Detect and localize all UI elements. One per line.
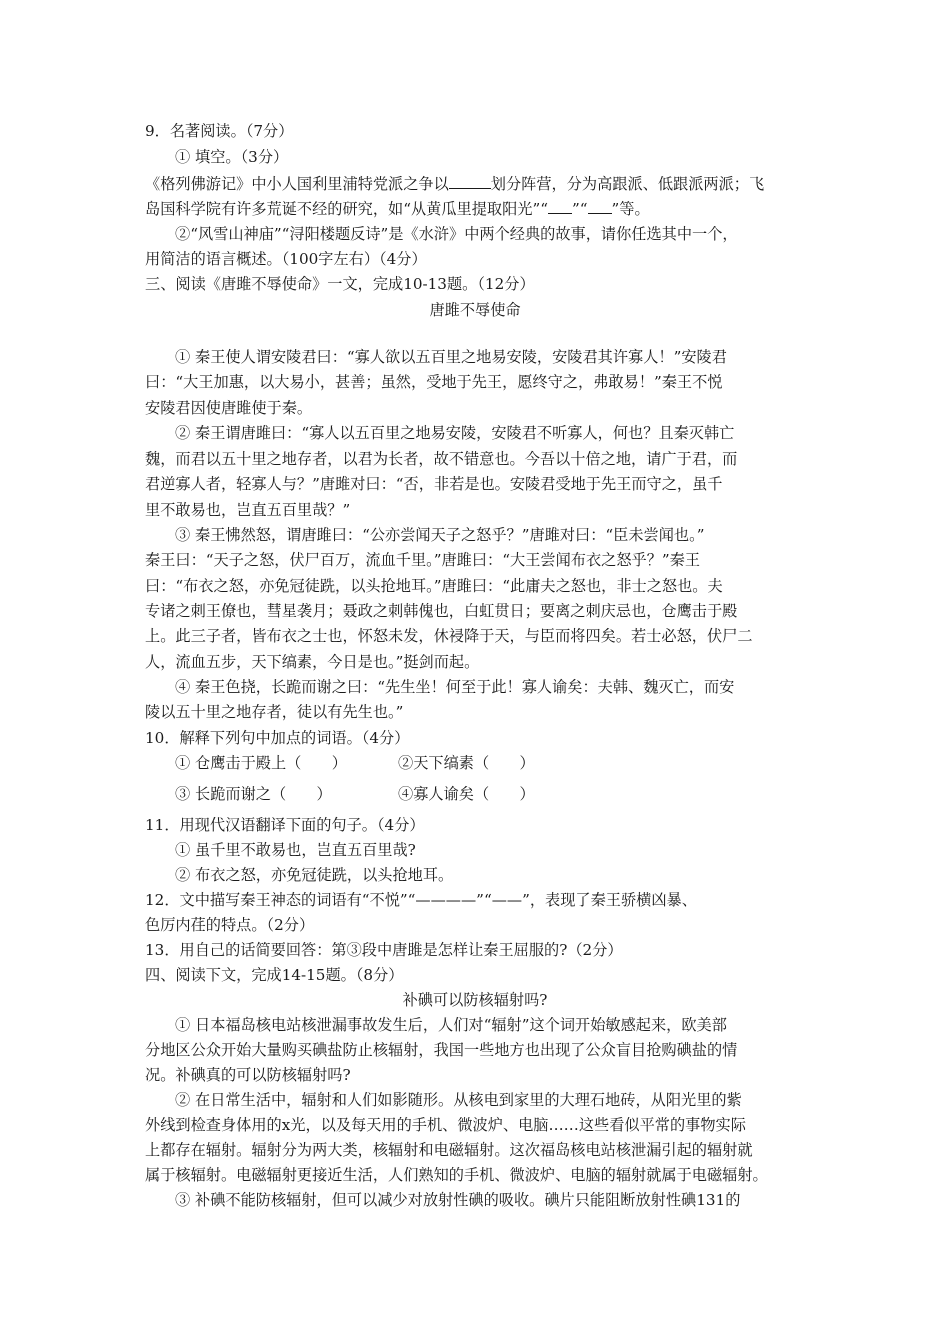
q10-item: ②天下缟素（ ） — [398, 754, 535, 772]
passage-line: 专诸之刺王僚也，彗星袭月；聂政之刺韩傀也，白虹贯日；要离之刺庆忌也，仓鹰击于殿 — [145, 602, 738, 620]
passage-line: 分地区公众开始大量购买碘盐防止核辐射，我国一些地方也出现了公众盲目抢购碘盐的情 — [145, 1041, 738, 1059]
passage-line: 里不敢易也，岂直五百里哉？” — [145, 501, 351, 519]
passage-line: 君逆寡人者，轻寡人与？”唐雎对曰：“否，非若是也。安陵君受地于先王而守之，虽千 — [145, 475, 723, 493]
passage-line: 上都存在辐射。辐射分为两大类，核辐射和电磁辐射。这次福岛核电站核泄漏引起的辐射就 — [145, 1141, 753, 1159]
passage-line: 秦王曰：“天子之怒，伏尸百万，流血千里。”唐雎曰：“大王尝闻布衣之怒乎？”秦王 — [145, 551, 701, 569]
passage-line: ① 秦王使人谓安陵君曰：“寡人欲以五百里之地易安陵，安陵君其许寡人！”安陵君 — [175, 348, 727, 366]
section3-title: 唐雎不辱使命 — [429, 301, 521, 319]
section4-title: 补碘可以防核辐射吗? — [402, 991, 548, 1009]
q9-fill-line1: 《格列佛游记》中小人国利里浦特党派之争以 划分阵营，分为高跟派、低跟派两派；飞 — [145, 175, 765, 193]
q13: 13．用自己的话简要回答：第③段中唐雎是怎样让秦王屈服的?（2分） — [145, 941, 623, 959]
passage-line: ② 秦王谓唐雎曰：“寡人以五百里之地易安陵，安陵君不听寡人，何也？且秦灭韩亡 — [175, 424, 735, 442]
passage-line: 况。补碘真的可以防核辐射吗? — [145, 1066, 351, 1084]
passage-line: 人，流血五步，天下缟素，今日是也。”挺剑而起。 — [145, 653, 480, 671]
q11-heading: 11．用现代汉语翻译下面的句子。（4分） — [145, 816, 425, 834]
passage-line: 安陵君因使唐雎使于秦。 — [145, 399, 313, 417]
passage-line: ③ 秦王怫然怒，谓唐雎曰：“公亦尝闻天子之怒乎？”唐雎对曰：“臣未尝闻也。” — [175, 526, 705, 544]
passage-line: 曰：“大王加惠，以大易小，甚善；虽然，受地于先王，愿终守之，弗敢易！”秦王不悦 — [145, 373, 723, 391]
fill-blank — [449, 176, 491, 189]
q10-item: ④寡人谕矣（ ） — [398, 785, 535, 803]
section4-intro: 四、阅读下文，完成14-15题。（8分） — [145, 966, 404, 984]
q10-heading: 10．解释下列句中加点的词语。（4分） — [145, 729, 410, 747]
passage-line: 外线到检查身体用的x光，以及每天用的手机、微波炉、电脑……这些看似平常的事物实际 — [145, 1116, 746, 1134]
section3-intro: 三、阅读《唐雎不辱使命》一文，完成10-13题。（12分） — [145, 275, 535, 293]
q12-line2: 色厉内荏的特点。（2分） — [145, 916, 315, 934]
passage-line: 上。此三子者，皆布衣之士也，怀怒未发，休祲降于天，与臣而将四矣。若士必怒，伏尸二 — [145, 627, 753, 645]
q9-sub2-line2: 用简洁的语言概述。（100字左右）（4分） — [145, 250, 427, 268]
passage-line: 魏，而君以五十里之地存者，以君为长者，故不错意也。今吾以十倍之地，请广于君，而 — [145, 450, 738, 468]
passage-line: 曰：“布衣之怒，亦免冠徒跣，以头抢地耳。”唐雎曰：“此庸夫之怒也，非士之怒也。夫 — [145, 577, 723, 595]
passage-line: 陵以五十里之地存者，徒以有先生也。” — [145, 703, 404, 721]
passage-line: ① 日本福岛核电站核泄漏事故发生后，人们对“辐射”这个词开始敏感起来，欧美部 — [175, 1016, 727, 1034]
passage-line: ② 在日常生活中，辐射和人们如影随形。从核电到家里的大理石地砖，从阳光里的紫 — [175, 1091, 742, 1109]
q11-sentence: ① 虽千里不敢易也，岂直五百里哉? — [175, 841, 416, 859]
q10-item: ③ 长跪而谢之（ ） — [175, 785, 332, 803]
q9-sub1: ① 填空。（3分） — [175, 148, 289, 166]
q9-sub2-line1: ②“风雪山神庙”“浔阳楼题反诗”是《水浒》中两个经典的故事，请你任选其中一个， — [175, 225, 738, 243]
q10-item: ① 仓鹰击于殿上（ ） — [175, 754, 347, 772]
passage-line: ③ 补碘不能防核辐射，但可以减少对放射性碘的吸收。碘片只能阻断放射性碘131的 — [175, 1191, 741, 1209]
q9-fill-line2: 岛国科学院有许多荒诞不经的研究，如“从黄瓜里提取阳光”“ ”“ ”等。 — [145, 200, 650, 218]
fill-blank — [548, 201, 572, 214]
q12-line1: 12．文中描写秦王神态的词语有“不悦”“————”“——”，表现了秦王骄横凶暴、 — [145, 891, 697, 909]
fill-blank — [588, 201, 612, 214]
q11-sentence: ② 布衣之怒，亦免冠徒跣，以头抢地耳。 — [175, 866, 454, 884]
passage-line: 属于核辐射。电磁辐射更接近生活，人们熟知的手机、微波炉、电脑的辐射就属于电磁辐射。 — [145, 1166, 768, 1184]
passage-line: ④ 秦王色挠，长跪而谢之曰：“先生坐！何至于此！寡人谕矣：夫韩、魏灭亡，而安 — [175, 678, 735, 696]
q9-heading: 9．名著阅读。（7分） — [145, 122, 294, 140]
